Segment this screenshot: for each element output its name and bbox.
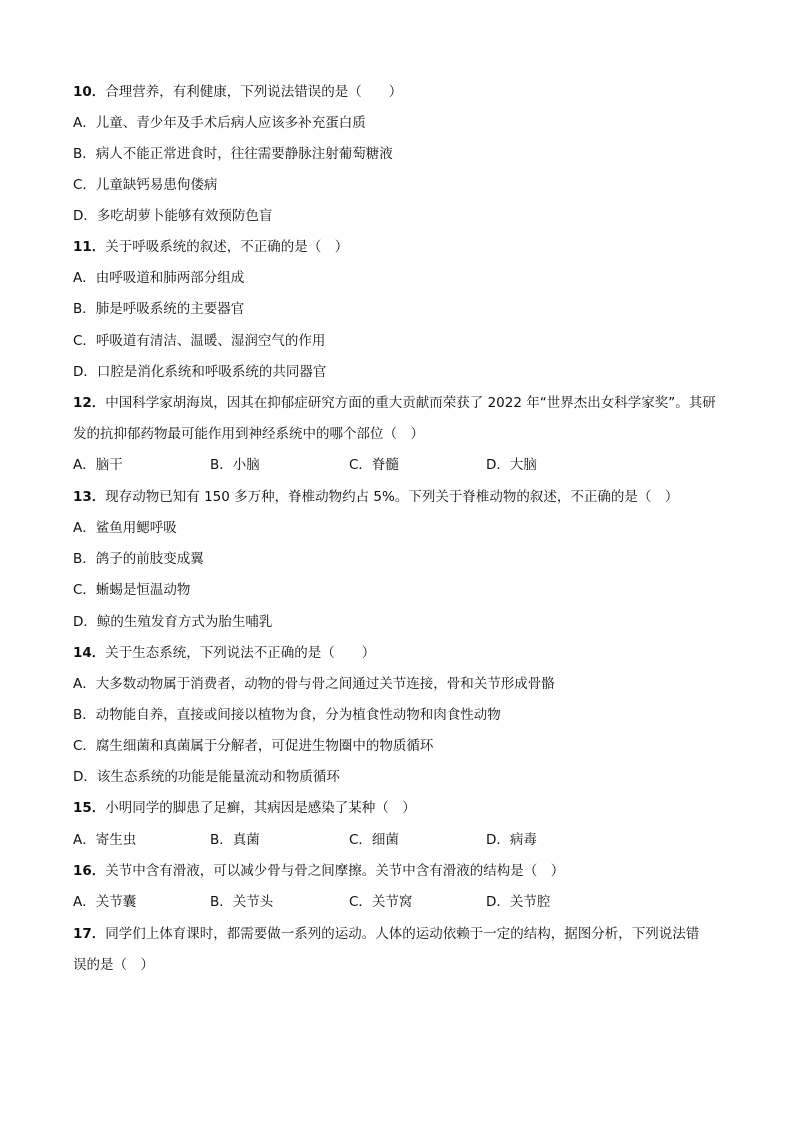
question-16-option-a: A．关节囊 (73, 894, 137, 910)
question-12-stem-continued: 发的抗抑郁药物最可能作用到神经系统中的哪个部位（ ） (73, 426, 424, 442)
question-13-option-c: C．蜥蜴是恒温动物 (73, 582, 191, 598)
question-16-stem (73, 862, 564, 880)
question-text: 中国科学家胡海岚，因其在抑郁症研究方面的重大贡献而荣获了 2022 年“世界杰出女科学家奖”。其研 (105, 395, 716, 411)
question-11-option-b: B．肺是呼吸系统的主要器官 (73, 301, 245, 317)
question-13-option-a: A．鲨鱼用鳃呼吸 (73, 520, 177, 536)
question-13-option-b: B．鸽子的前肢变成翼 (73, 551, 204, 567)
question-17-stem (73, 925, 699, 943)
question-15-option-a: A．寄生虫 (73, 832, 137, 848)
question-number: 11． (73, 239, 106, 255)
question-number: 14． (73, 645, 106, 661)
question-12-option-b: B．小脑 (210, 457, 260, 473)
question-14-option-b: B．动物能自养，直接或间接以植物为食，分为植食性动物和肉食性动物 (73, 707, 501, 723)
question-13-option-d: D．鲸的生殖发育方式为胎生哺乳 (73, 614, 273, 630)
question-12-option-c: C．脊髓 (349, 457, 399, 473)
question-15-option-d: D．病毒 (486, 832, 537, 848)
question-text: 关节中含有滑液，可以减少骨与骨之间摩擦。关节中含有滑液的结构是（ ） (105, 863, 565, 879)
question-number: 17． (73, 926, 106, 942)
question-text: 关于呼吸系统的叙述，不正确的是（ ） (105, 239, 349, 255)
question-16-option-d: D．关节腔 (486, 894, 551, 910)
question-text: 现存动物已知有 150 多万种，脊椎动物约占 5%。下列关于脊椎动物的叙述，不正确的是（ ） (105, 489, 679, 505)
question-11-option-d: D．口腔是消化系统和呼吸系统的共同器官 (73, 364, 327, 380)
question-10-option-c: C．儿童缺钙易患佝偻病 (73, 177, 218, 193)
question-15-stem (73, 799, 416, 817)
question-number: 12． (73, 395, 106, 411)
question-11-option-a: A．由呼吸道和肺两部分组成 (73, 270, 245, 286)
question-13-stem (73, 488, 678, 506)
question-text: 合理营养，有利健康，下列说法错误的是（ ） (105, 84, 403, 100)
question-10-option-b: B．病人不能正常进食时，往往需要静脉注射葡萄糖液 (73, 146, 393, 162)
question-text: 同学们上体育课时，都需要做一系列的运动。人体的运动依赖于一定的结构，据图分析，下列说法错 (105, 926, 700, 942)
question-10-option-a: A．儿童、青少年及手术后病人应该多补充蛋白质 (73, 115, 366, 131)
question-14-stem (73, 644, 375, 662)
question-14-option-c: C．腐生细菌和真菌属于分解者，可促进生物圈中的物质循环 (73, 738, 434, 754)
question-14-option-a: A．大多数动物属于消费者，动物的骨与骨之间通过关节连接，骨和关节形成骨骼 (73, 676, 555, 692)
question-15-option-b: B．真菌 (210, 832, 260, 848)
question-16-option-b: B．关节头 (210, 894, 274, 910)
question-10-option-d: D．多吃胡萝卜能够有效预防色盲 (73, 208, 273, 224)
question-16-option-c: C．关节窝 (349, 894, 413, 910)
question-11-option-c: C．呼吸道有清洁、温暖、湿润空气的作用 (73, 333, 326, 349)
question-11-stem (73, 238, 348, 256)
question-12-option-a: A．脑干 (73, 457, 123, 473)
question-text: 关于生态系统，下列说法不正确的是（ ） (105, 645, 376, 661)
question-12-stem (73, 394, 716, 412)
question-12-option-d: D．大脑 (486, 457, 537, 473)
question-17-stem-continued: 误的是（ ） (73, 957, 154, 973)
question-number: 10． (73, 84, 106, 100)
question-10-stem (73, 83, 402, 101)
question-15-option-c: C．细菌 (349, 832, 399, 848)
question-text: 小明同学的脚患了足癣，其病因是感染了某种（ ） (105, 800, 416, 816)
question-number: 13． (73, 489, 106, 505)
question-14-option-d: D．该生态系统的功能是能量流动和物质循环 (73, 769, 340, 785)
question-number: 16． (73, 863, 106, 879)
question-number: 15． (73, 800, 106, 816)
